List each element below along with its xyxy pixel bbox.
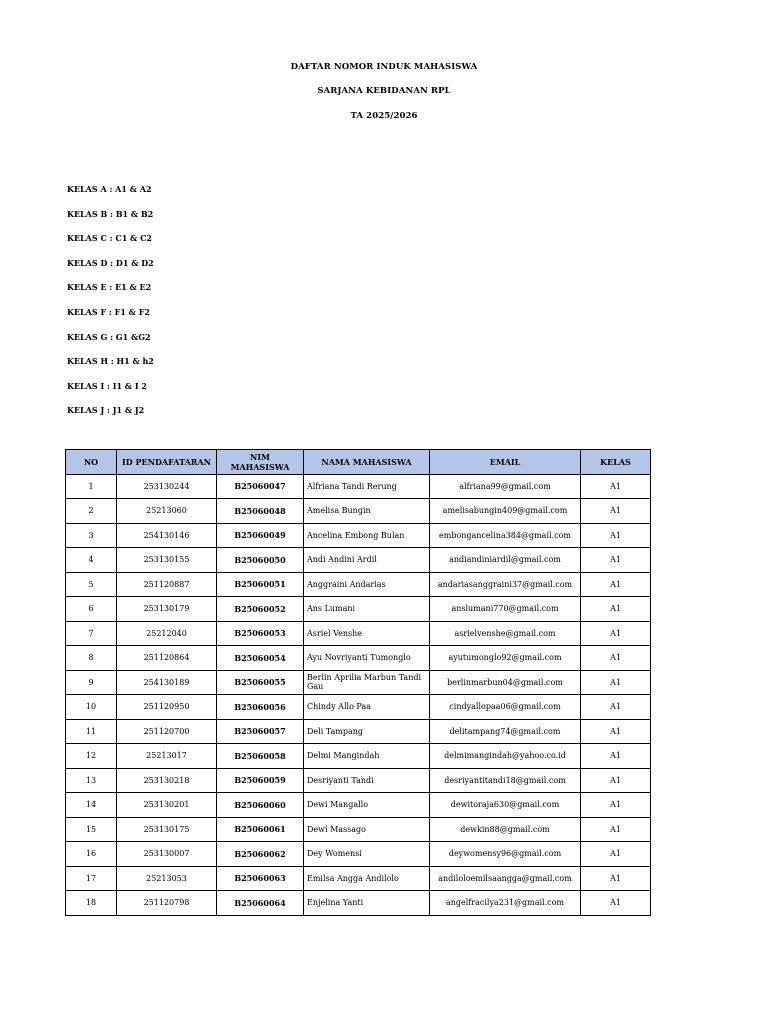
col-nim-cell: B25060060 xyxy=(217,793,304,818)
table-row xyxy=(66,597,651,622)
col-nim-cell: B25060057 xyxy=(217,719,304,744)
col-email-cell: andiandiniardil@gmail.com xyxy=(430,548,581,573)
table-row xyxy=(66,670,651,695)
table-row xyxy=(66,474,651,499)
col-kelas-cell: A1 xyxy=(581,744,651,769)
col-no-cell: 10 xyxy=(66,695,117,720)
col-nama-cell: Andi Andini Ardil xyxy=(304,548,430,573)
col-email-cell: delmimangindah@yahoo.co.id xyxy=(430,744,581,769)
col-no-cell: 1 xyxy=(66,474,117,499)
col-nama-cell: Ans Lumani xyxy=(304,597,430,622)
col-nim-header: NIM MAHASISWA xyxy=(217,450,304,475)
table-row xyxy=(66,719,651,744)
col-nama-cell: Dewi Massago xyxy=(304,817,430,842)
col-no-cell: 8 xyxy=(66,646,117,671)
table-row xyxy=(66,842,651,867)
col-id-pendaftaran-cell: 253130179 xyxy=(117,597,217,622)
document-title: DAFTAR NOMOR INDUK MAHASISWA xyxy=(290,62,478,72)
col-nama-cell: Desriyanti Tandi xyxy=(304,768,430,793)
col-nama-cell: Asriel Venshe xyxy=(304,621,430,646)
col-nama-header: NAMA MAHASISWA xyxy=(304,450,430,475)
col-kelas-cell: A1 xyxy=(581,842,651,867)
col-kelas-cell: A1 xyxy=(581,817,651,842)
col-nim-cell: B25060063 xyxy=(217,866,304,891)
col-no-cell: 17 xyxy=(66,866,117,891)
table-row xyxy=(66,548,651,573)
table-row xyxy=(66,621,651,646)
col-id-pendaftaran-cell: 253130244 xyxy=(117,474,217,499)
col-email-header: EMAIL xyxy=(430,450,581,475)
kelas-item: KELAS H : H1 & h2 xyxy=(67,356,154,367)
col-no-cell: 4 xyxy=(66,548,117,573)
col-nim-cell: B25060047 xyxy=(217,474,304,499)
col-kelas-cell: A1 xyxy=(581,474,651,499)
col-nim-cell: B25060061 xyxy=(217,817,304,842)
col-no-cell: 6 xyxy=(66,597,117,622)
col-email-cell: angelfracilya231@gmail.com xyxy=(430,891,581,916)
col-id-pendaftaran-cell: 25212040 xyxy=(117,621,217,646)
col-email-cell: cindyallopaa06@gmail.com xyxy=(430,695,581,720)
col-email-cell: berlinmarbun04@gmail.com xyxy=(430,670,581,695)
col-email-cell: delitampang74@gmail.com xyxy=(430,719,581,744)
col-kelas-cell: A1 xyxy=(581,793,651,818)
col-email-cell: anslumani770@gmail.com xyxy=(430,597,581,622)
col-nama-cell: Emilsa Angga Andilolo xyxy=(304,866,430,891)
table-row xyxy=(66,768,651,793)
col-id-pendaftaran-cell: 253130201 xyxy=(117,793,217,818)
kelas-item: KELAS B : B1 & B2 xyxy=(67,208,154,219)
col-id-pendaftaran-cell: 251120950 xyxy=(117,695,217,720)
col-nim-cell: B25060055 xyxy=(217,670,304,695)
kelas-item: KELAS F : F1 & F2 xyxy=(67,306,150,317)
col-email-cell: amelisabungin409@gmail.com xyxy=(430,499,581,524)
col-nama-cell: Amelisa Bungin xyxy=(304,499,430,524)
kelas-item: KELAS C : C1 & C2 xyxy=(67,233,152,244)
col-no-cell: 14 xyxy=(66,793,117,818)
col-nama-cell: Anggraini Andarias xyxy=(304,572,430,597)
kelas-list xyxy=(67,184,154,430)
col-nama-cell: Ayu Novriyanti Tumonglo xyxy=(304,646,430,671)
col-email-cell: asrielvenshe@gmail.com xyxy=(430,621,581,646)
col-id-pendaftaran-cell: 25213017 xyxy=(117,744,217,769)
col-kelas-cell: A1 xyxy=(581,646,651,671)
col-id-pendaftaran-cell: 253130007 xyxy=(117,842,217,867)
col-email-cell: desriyantitandi18@gmail.com xyxy=(430,768,581,793)
col-no-header: NO xyxy=(66,450,117,475)
col-nama-cell: Dey Womensi xyxy=(304,842,430,867)
col-id-pendaftaran-cell: 25213060 xyxy=(117,499,217,524)
col-nama-cell: Alfriana Tandi Rerung xyxy=(304,474,430,499)
col-no-cell: 15 xyxy=(66,817,117,842)
col-nim-cell: B25060048 xyxy=(217,499,304,524)
col-nim-cell: B25060064 xyxy=(217,891,304,916)
col-email-cell: andiloloemilsaangga@gmail.com xyxy=(430,866,581,891)
col-nim-cell: B25060053 xyxy=(217,621,304,646)
table-header-row xyxy=(66,450,651,475)
kelas-item: KELAS D : D1 & D2 xyxy=(67,257,154,268)
table-row xyxy=(66,793,651,818)
col-email-cell: deywomensy96@gmail.com xyxy=(430,842,581,867)
kelas-item: KELAS I : I1 & I 2 xyxy=(67,380,147,391)
col-no-cell: 7 xyxy=(66,621,117,646)
col-kelas-cell: A1 xyxy=(581,768,651,793)
col-email-cell: embongancelina384@gmail.com xyxy=(430,523,581,548)
table-row xyxy=(66,866,651,891)
col-nim-cell: B25060056 xyxy=(217,695,304,720)
table-row xyxy=(66,523,651,548)
table-row xyxy=(66,499,651,524)
col-email-cell: dewitoraja630@gmail.com xyxy=(430,793,581,818)
col-nama-cell: Chindy Allo Paa xyxy=(304,695,430,720)
col-nama-cell: Dewi Mangallo xyxy=(304,793,430,818)
col-nim-cell: B25060059 xyxy=(217,768,304,793)
col-nim-cell: B25060050 xyxy=(217,548,304,573)
col-kelas-cell: A1 xyxy=(581,523,651,548)
col-id-pendaftaran-cell: 251120700 xyxy=(117,719,217,744)
table-row xyxy=(66,695,651,720)
table-row xyxy=(66,646,651,671)
col-email-cell: dewkin88@gmail.com xyxy=(430,817,581,842)
col-nama-cell: Enjelina Yanti xyxy=(304,891,430,916)
col-email-cell: ayutumonglo92@gmail.com xyxy=(430,646,581,671)
col-nama-cell: Deli Tampang xyxy=(304,719,430,744)
col-email-cell: alfriana99@gmail.com xyxy=(430,474,581,499)
col-email-cell: andariasanggraini37@gmail.com xyxy=(430,572,581,597)
col-nim-cell: B25060049 xyxy=(217,523,304,548)
col-kelas-cell: A1 xyxy=(581,670,651,695)
col-nim-cell: B25060062 xyxy=(217,842,304,867)
col-nim-cell: B25060054 xyxy=(217,646,304,671)
table-row xyxy=(66,817,651,842)
col-nim-cell: B25060051 xyxy=(217,572,304,597)
col-kelas-cell: A1 xyxy=(581,891,651,916)
col-kelas-cell: A1 xyxy=(581,597,651,622)
col-no-cell: 13 xyxy=(66,768,117,793)
kelas-item: KELAS E : E1 & E2 xyxy=(67,282,152,293)
student-table xyxy=(65,449,651,916)
col-id-pendaftaran-cell: 251120864 xyxy=(117,646,217,671)
col-kelas-cell: A1 xyxy=(581,621,651,646)
col-id-pendaftaran-cell: 253130155 xyxy=(117,548,217,573)
col-no-cell: 18 xyxy=(66,891,117,916)
document-subtitle: SARJANA KEBIDANAN RPL xyxy=(317,86,451,96)
col-kelas-cell: A1 xyxy=(581,548,651,573)
col-no-cell: 5 xyxy=(66,572,117,597)
col-id-pendaftaran-cell: 251120798 xyxy=(117,891,217,916)
col-id-pendaftaran-cell: 25213053 xyxy=(117,866,217,891)
col-kelas-cell: A1 xyxy=(581,719,651,744)
col-id-pendaftaran-cell: 254130146 xyxy=(117,523,217,548)
col-nama-cell: Delmi Mangindah xyxy=(304,744,430,769)
col-kelas-cell: A1 xyxy=(581,866,651,891)
col-no-cell: 9 xyxy=(66,670,117,695)
col-kelas-cell: A1 xyxy=(581,499,651,524)
col-kelas-cell: A1 xyxy=(581,572,651,597)
col-nim-cell: B25060058 xyxy=(217,744,304,769)
col-id-pendaftaran-cell: 253130175 xyxy=(117,817,217,842)
col-no-cell: 2 xyxy=(66,499,117,524)
col-id-pendaftaran-cell: 254130189 xyxy=(117,670,217,695)
col-id-pendaftaran-cell: 253130218 xyxy=(117,768,217,793)
col-nim-cell: B25060052 xyxy=(217,597,304,622)
col-no-cell: 3 xyxy=(66,523,117,548)
col-kelas-header: KELAS xyxy=(581,450,651,475)
col-id-pendaftaran-cell: 251120887 xyxy=(117,572,217,597)
col-nama-cell: Ancelina Embong Bulan xyxy=(304,523,430,548)
table-row xyxy=(66,891,651,916)
col-no-cell: 16 xyxy=(66,842,117,867)
col-no-cell: 12 xyxy=(66,744,117,769)
kelas-item: KELAS A : A1 & A2 xyxy=(67,184,152,194)
academic-year: TA 2025/2026 xyxy=(350,111,418,121)
col-nama-cell: Berlin Aprilia Marbun Tandi Gau xyxy=(304,670,430,695)
col-id-pendaftaran-header: ID PENDAFATARAN xyxy=(117,450,217,475)
col-kelas-cell: A1 xyxy=(581,695,651,720)
col-no-cell: 11 xyxy=(66,719,117,744)
kelas-item: KELAS G : G1 &G2 xyxy=(67,331,151,342)
kelas-item: KELAS J : J1 & J2 xyxy=(67,405,145,416)
table-row xyxy=(66,744,651,769)
table-row xyxy=(66,572,651,597)
